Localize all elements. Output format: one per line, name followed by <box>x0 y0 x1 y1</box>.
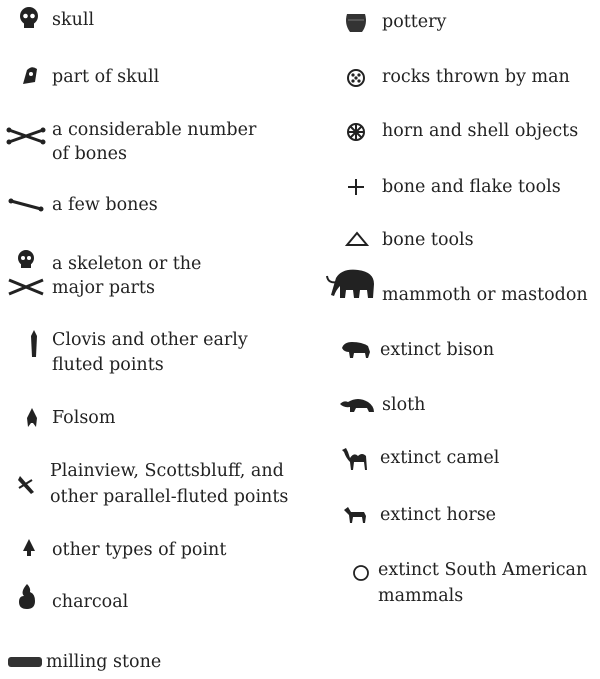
clovis-point-icon <box>30 330 38 358</box>
legend-label: fluted points <box>52 355 164 375</box>
legend-label: a few bones <box>52 195 158 215</box>
horse-icon <box>342 506 368 524</box>
legend-label: other parallel-fluted points <box>50 487 289 507</box>
legend-label: sloth <box>382 395 426 415</box>
pottery-icon <box>344 12 368 34</box>
legend-label: a considerable number <box>52 120 257 140</box>
triangle-icon <box>345 231 369 247</box>
legend-label: charcoal <box>52 592 129 612</box>
legend-label: of bones <box>52 144 127 164</box>
legend-label: extinct camel <box>380 448 500 468</box>
skeleton-icon <box>6 248 46 298</box>
folsom-point-icon <box>26 408 38 428</box>
legend-label: extinct bison <box>380 340 495 360</box>
legend-label: bone tools <box>382 230 474 250</box>
part-of-skull-icon <box>20 64 40 86</box>
legend-label: Folsom <box>52 408 116 428</box>
legend-label: extinct South American <box>378 560 588 580</box>
rocks-icon <box>346 68 366 88</box>
legend-label: Plainview, Scottsbluff, and <box>50 461 284 481</box>
legend-label: extinct horse <box>380 505 497 525</box>
legend-label: mammals <box>378 586 464 606</box>
legend-label: horn and shell objects <box>382 121 579 141</box>
parallel-fluted-point-icon <box>16 474 38 496</box>
legend-label: rocks thrown by man <box>382 67 570 87</box>
legend-label: bone and flake tools <box>382 177 561 197</box>
legend-label: a skeleton or the <box>52 254 202 274</box>
legend-label: skull <box>52 10 95 30</box>
mammoth-icon <box>326 268 378 300</box>
milling-stone-icon <box>8 656 42 668</box>
other-point-icon <box>22 539 36 557</box>
horn-shell-icon <box>346 122 366 142</box>
crossed-bones-icon <box>6 126 46 146</box>
legend-label: part of skull <box>52 67 160 87</box>
legend-label: major parts <box>52 278 155 298</box>
skull-icon <box>18 6 40 30</box>
legend-label: other types of point <box>52 540 227 560</box>
sloth-icon <box>338 396 376 414</box>
circle-icon <box>352 564 370 582</box>
bison-icon <box>340 340 372 360</box>
legend-label: pottery <box>382 12 447 32</box>
legend-label: Clovis and other early <box>52 330 248 350</box>
single-bone-icon <box>8 197 44 213</box>
legend-label: mammoth or mastodon <box>382 285 588 305</box>
camel-icon <box>340 446 370 472</box>
charcoal-flame-icon <box>16 584 38 610</box>
legend-label: milling stone <box>46 652 162 672</box>
plus-icon <box>347 178 365 196</box>
